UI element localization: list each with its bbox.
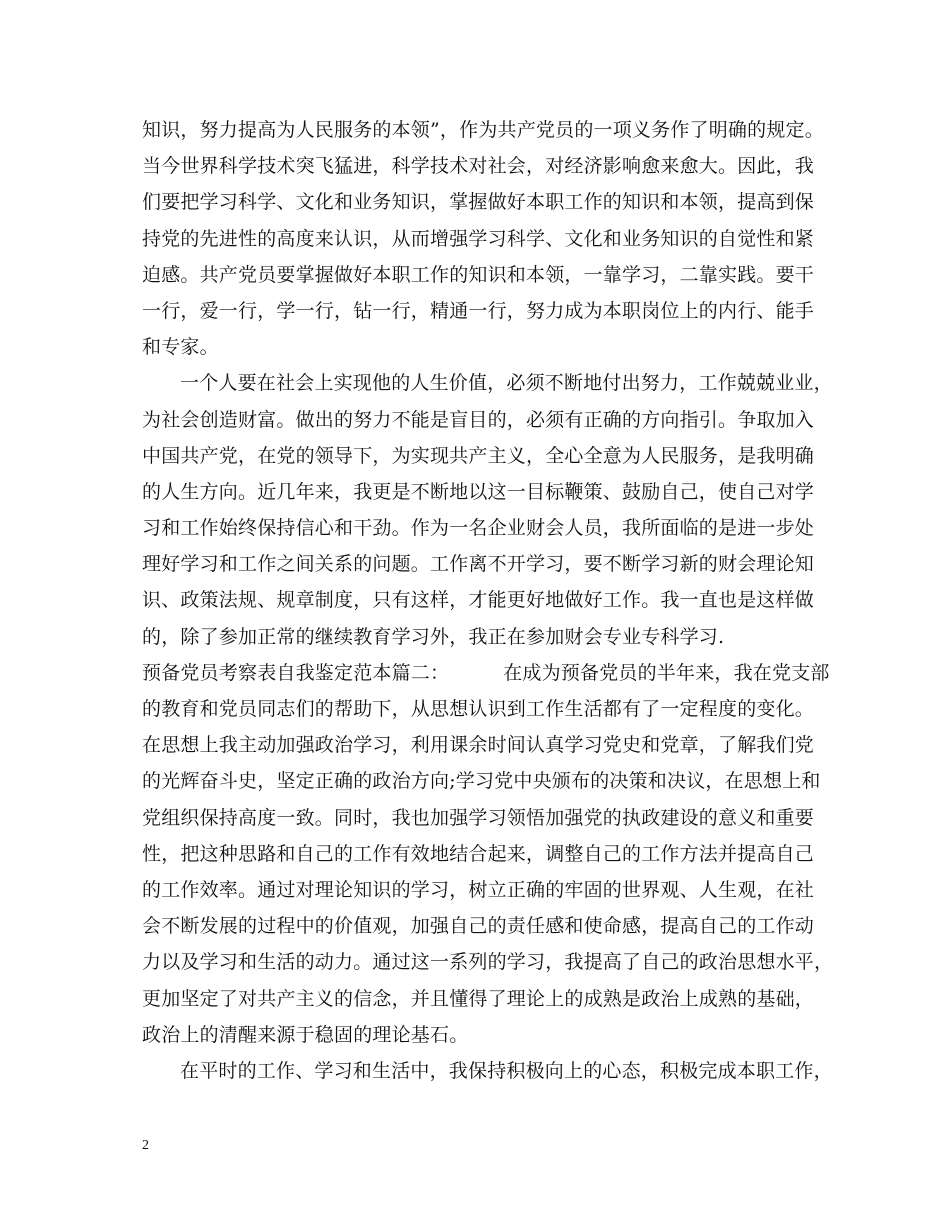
text-line: 一行，爱一行，学一行，钻一行，精通一行，努力成为本职岗位上的内行、能手 — [142, 299, 815, 322]
text-line: 的光辉奋斗史，坚定正确的政治方向;学习党中央颁布的决策和决议，在思想上和 — [142, 770, 821, 793]
text-line: 的工作效率。通过对理论知识的学习，树立正确的牢固的世界观、人生观，在社 — [142, 878, 815, 901]
text-line: 为社会创造财富。做出的努力不能是盲目的，必须有正确的方向指引。争取加入 — [142, 408, 815, 431]
text-line: 和专家。 — [142, 336, 219, 359]
text-line: 党组织保持高度一致。同时，我也加强学习领悟加强党的执政建设的意义和重要 — [142, 806, 815, 829]
text-line: 的人生方向。近几年来，我更是不断地以这一目标鞭策、鼓励自己，使自己对学 — [142, 480, 815, 503]
text-line: 持党的先进性的高度来认识，从而增强学习科学、文化和业务知识的自觉性和紧 — [142, 227, 815, 250]
paragraph-block-2 — [142, 691, 834, 1089]
text-line: 更加坚定了对共产主义的信念，并且懂得了理论上的成熟是政治上成熟的基础， — [142, 987, 815, 1010]
section-title: 预备党员考察表自我鉴定范本篇二： — [142, 661, 450, 684]
text-line: 理好学习和工作之间关系的问题。工作离不开学习，要不断学习新的财会理论知 — [142, 553, 815, 576]
text-line: 的教育和党员同志们的帮助下，从思想认识到工作生活都有了一定程度的变化。 — [142, 698, 815, 720]
text-line: 性，把这种思路和自己的工作有效地结合起来，调整自己的工作方法并提高自己 — [142, 842, 815, 865]
text-line: 在平时的工作、学习和生活中，我保持积极向上的心态，积极完成本职工作， — [180, 1059, 833, 1082]
text-line: 力以及学习和生活的动力。通过这一系列的学习，我提高了自己的政治思想水平， — [142, 951, 834, 974]
paragraph-block-1 — [142, 112, 833, 655]
section-intro-text: 在成为预备党员的半年来，我在党支部 — [503, 661, 830, 684]
text-line: 当今世界科学技术突飞猛进，科学技术对社会，对经济影响愈来愈大。因此，我 — [142, 155, 815, 178]
text-line: 政治上的清醒来源于稳固的理论基石。 — [142, 1023, 469, 1046]
text-line: 中国共产党，在党的领导下，为实现共产主义，全心全意为人民服务，是我明确 — [142, 444, 815, 467]
text-line: 习和工作始终保持信心和干劲。作为一名企业财会人员，我所面临的是进一步处 — [142, 517, 815, 540]
text-line: 迫感。共产党员要掌握做好本职工作的知识和本领，一靠学习，二靠实践。要干 — [142, 263, 815, 286]
body-text — [142, 112, 834, 1089]
text-line: 一个人要在社会上实现他的人生价值，必须不断地付出努力，工作兢兢业业， — [180, 372, 833, 395]
text-line: 在思想上我主动加强政治学习，利用课余时间认真学习党史和党章，了解我们党 — [142, 734, 815, 757]
text-line: 会不断发展的过程中的价值观，加强自己的责任感和使命感，提高自己的工作动 — [142, 915, 815, 938]
text-line: 的，除了参加正常的继续教育学习外，我正在参加财会专业专科学习. — [142, 625, 725, 648]
text-line: 们要把学习科学、文化和业务知识，掌握做好本职工作的知识和本领，提高到保 — [142, 191, 815, 214]
page-number: 2 — [142, 1138, 149, 1153]
text-line: 知识，努力提高为人民服务的本领”，作为共产党员的一项义务作了明确的规定。 — [142, 119, 824, 141]
section-heading-line — [142, 655, 830, 691]
text-line: 识、政策法规、规章制度，只有这样，才能更好地做好工作。我一直也是这样做 — [142, 589, 815, 612]
